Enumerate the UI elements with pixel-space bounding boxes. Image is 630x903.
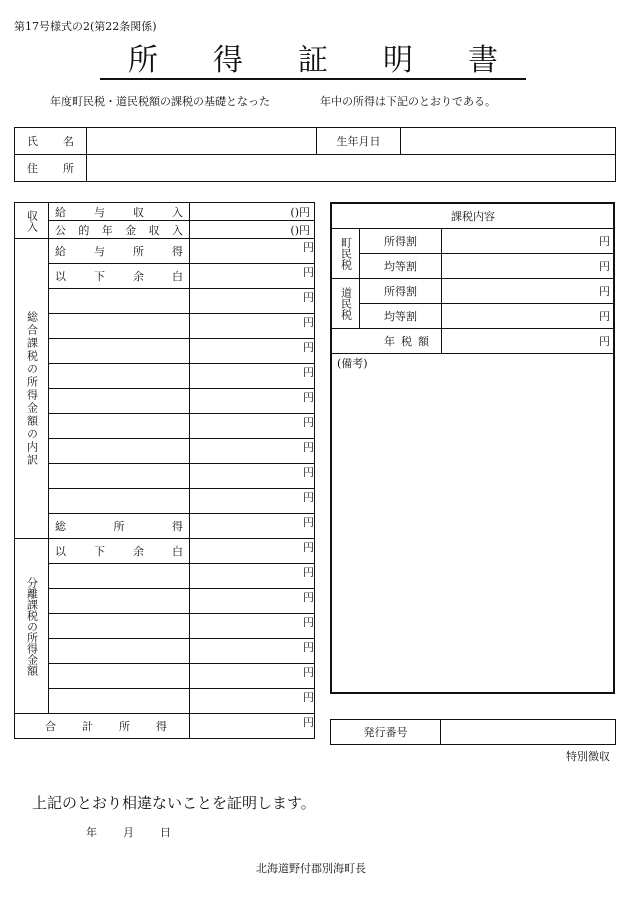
sogo-value[interactable]: 円 [190, 314, 315, 339]
town-kintouwari-value[interactable]: 円 [442, 254, 615, 279]
annual-tax-label: 年 税 額 [332, 329, 442, 354]
bunri-row-label[interactable] [49, 639, 190, 664]
sogo-row-label[interactable] [49, 339, 190, 364]
sogo-row-label[interactable] [49, 314, 190, 339]
town-kintouwari-label: 均等割 [360, 254, 442, 279]
sogo-value[interactable]: 円 [190, 439, 315, 464]
sogo-value[interactable]: 円 [190, 264, 315, 289]
birthdate-field[interactable] [401, 128, 616, 155]
income-row-label: 公 的 年 金 収 入 [49, 221, 190, 239]
bunri-value[interactable]: 円 [190, 614, 315, 639]
bunri-row-label: 以 下 余 白 [49, 539, 190, 564]
sogo-row-label[interactable] [49, 289, 190, 314]
sogo-section-label: 総合課税の所得金額の内訳 [15, 239, 49, 539]
name-field[interactable] [87, 128, 317, 155]
sogo-value[interactable]: 円 [190, 289, 315, 314]
date-line [86, 824, 171, 840]
date-day: 日 [160, 826, 171, 839]
income-value[interactable]: ()円 [190, 203, 315, 221]
sogo-value[interactable]: 円 [190, 464, 315, 489]
date-month: 月 [123, 826, 134, 839]
issue-number-label: 発行番号 [331, 720, 441, 745]
sogo-row-label[interactable] [49, 364, 190, 389]
pref-kintouwari-value[interactable]: 円 [442, 304, 615, 329]
special-collection-note: 特別徴収 [566, 750, 610, 763]
town-shotokuwari-value[interactable]: 円 [442, 229, 615, 254]
certification-statement: 上記のとおり相違ないことを証明します。 [32, 794, 316, 812]
tax-table [331, 203, 615, 354]
income-row-label: 給 与 収 入 [49, 203, 190, 221]
tax-header: 課税内容 [332, 204, 615, 229]
bunri-value[interactable]: 円 [190, 689, 315, 714]
title-char: 書 [468, 43, 498, 78]
name-label: 氏 名 [15, 128, 87, 155]
issuer-name: 北海道野付郡別海町長 [256, 862, 366, 875]
town-tax-label: 町民税 [332, 229, 360, 279]
sogo-value[interactable]: 円 [190, 364, 315, 389]
remarks-label: (備考) [337, 357, 368, 370]
bunri-section-label: 分離課税の所得金額 [15, 539, 49, 714]
bunri-row-label[interactable] [49, 564, 190, 589]
sogo-value[interactable]: 円 [190, 489, 315, 514]
sogo-row-label[interactable] [49, 389, 190, 414]
sogo-row-label: 給 与 所 得 [49, 239, 190, 264]
annual-tax-value[interactable]: 円 [442, 329, 615, 354]
bunri-value[interactable]: 円 [190, 564, 315, 589]
sogo-row-label[interactable] [49, 439, 190, 464]
document-title [100, 44, 526, 80]
bunri-row-label[interactable] [49, 689, 190, 714]
income-section-label: 収入 [15, 203, 49, 239]
sogo-value[interactable]: 円 [190, 389, 315, 414]
person-table [14, 127, 616, 182]
sogo-row-label: 以 下 余 白 [49, 264, 190, 289]
date-year: 年 [86, 826, 97, 839]
title-char: 所 [128, 43, 158, 78]
sogo-value[interactable]: 円 [190, 239, 315, 264]
sogo-value[interactable]: 円 [190, 414, 315, 439]
pref-tax-label: 道民税 [332, 279, 360, 329]
pref-kintouwari-label: 均等割 [360, 304, 442, 329]
title-char: 得 [213, 43, 243, 78]
form-number: 第17号様式の2(第22条関係) [14, 20, 157, 33]
income-value[interactable]: ()円 [190, 221, 315, 239]
town-shotokuwari-label: 所得割 [360, 229, 442, 254]
bunri-value[interactable]: 円 [190, 639, 315, 664]
bunri-row-label[interactable] [49, 589, 190, 614]
bunri-value[interactable]: 円 [190, 539, 315, 564]
gokei-value[interactable]: 円 [190, 714, 315, 739]
sogo-row-label[interactable] [49, 414, 190, 439]
sogo-row-label[interactable] [49, 464, 190, 489]
intro-left: 年度町民税・道民税額の課税の基礎となった [50, 95, 270, 108]
pref-shotokuwari-value[interactable]: 円 [442, 279, 615, 304]
bunri-value[interactable]: 円 [190, 664, 315, 689]
pref-shotokuwari-label: 所得割 [360, 279, 442, 304]
birthdate-label: 生年月日 [317, 128, 401, 155]
address-field[interactable] [87, 155, 616, 182]
bunri-row-label[interactable] [49, 614, 190, 639]
title-char: 証 [298, 43, 328, 78]
title-char: 明 [383, 43, 413, 78]
intro-right: 年中の所得は下記のとおりである。 [320, 95, 496, 108]
address-label: 住 所 [15, 155, 87, 182]
issue-number-table [330, 719, 616, 745]
sogo-row-label[interactable] [49, 489, 190, 514]
bunri-row-label[interactable] [49, 664, 190, 689]
sogo-total-value[interactable]: 円 [190, 514, 315, 539]
issue-number-field[interactable] [441, 720, 616, 745]
sogo-total-label: 総 所 得 [49, 514, 190, 539]
bunri-value[interactable]: 円 [190, 589, 315, 614]
income-table [14, 202, 315, 739]
sogo-value[interactable]: 円 [190, 339, 315, 364]
gokei-label: 合 計 所 得 [15, 714, 190, 739]
